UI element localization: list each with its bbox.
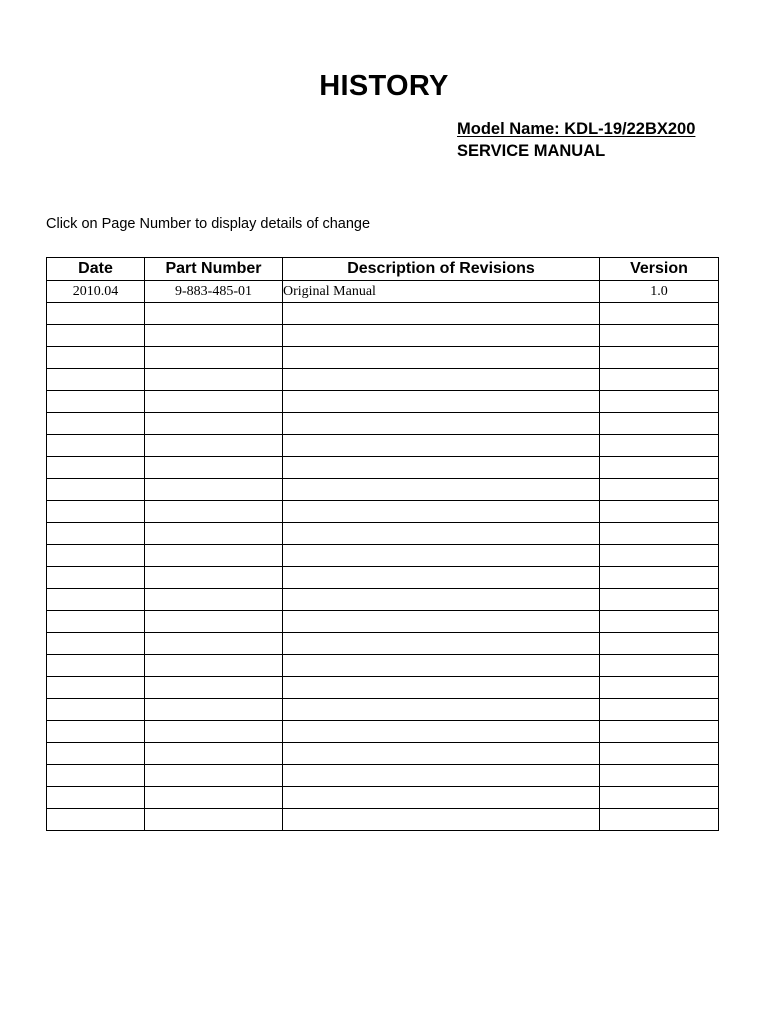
- cell-part-number: [145, 633, 283, 655]
- table-row: [47, 809, 719, 831]
- cell-date: [47, 699, 145, 721]
- cell-date: [47, 721, 145, 743]
- cell-part-number: [145, 457, 283, 479]
- table-row: [47, 457, 719, 479]
- cell-description: [283, 369, 600, 391]
- cell-part-number: [145, 325, 283, 347]
- cell-version: [600, 809, 719, 831]
- table-row: [47, 633, 719, 655]
- cell-version: [600, 347, 719, 369]
- cell-version: 1.0: [600, 281, 719, 303]
- cell-version: [600, 413, 719, 435]
- cell-version: [600, 369, 719, 391]
- cell-date: [47, 545, 145, 567]
- cell-date: [47, 655, 145, 677]
- cell-part-number: [145, 655, 283, 677]
- cell-date: [47, 413, 145, 435]
- table-row: [47, 325, 719, 347]
- cell-part-number: [145, 589, 283, 611]
- table-row: [47, 765, 719, 787]
- table-row: [47, 545, 719, 567]
- cell-description: [283, 721, 600, 743]
- header-version: Version: [600, 258, 719, 281]
- header-description: Description of Revisions: [283, 258, 600, 281]
- cell-part-number: [145, 721, 283, 743]
- table-row: [47, 413, 719, 435]
- cell-description: [283, 325, 600, 347]
- table-row: [47, 611, 719, 633]
- page-title: HISTORY: [319, 70, 449, 102]
- cell-date: [47, 457, 145, 479]
- cell-description: [283, 611, 600, 633]
- revision-history-table: [46, 257, 719, 831]
- cell-description: [283, 457, 600, 479]
- table-row: [47, 479, 719, 501]
- cell-date: [47, 523, 145, 545]
- header-part-number: Part Number: [145, 258, 283, 281]
- cell-date: [47, 743, 145, 765]
- header-date: Date: [47, 258, 145, 281]
- cell-version: [600, 677, 719, 699]
- cell-version: [600, 589, 719, 611]
- cell-description: Original Manual: [283, 281, 600, 303]
- table-row: [47, 743, 719, 765]
- table-row: [47, 721, 719, 743]
- table-row: [47, 281, 719, 303]
- cell-date: [47, 501, 145, 523]
- cell-description: [283, 303, 600, 325]
- cell-description: [283, 655, 600, 677]
- cell-description: [283, 699, 600, 721]
- cell-description: [283, 391, 600, 413]
- cell-part-number: [145, 765, 283, 787]
- cell-description: [283, 501, 600, 523]
- table-row: [47, 391, 719, 413]
- cell-date: [47, 787, 145, 809]
- cell-version: [600, 545, 719, 567]
- cell-description: [283, 523, 600, 545]
- cell-part-number: [145, 567, 283, 589]
- cell-description: [283, 413, 600, 435]
- cell-description: [283, 787, 600, 809]
- cell-description: [283, 567, 600, 589]
- cell-description: [283, 633, 600, 655]
- cell-part-number: [145, 303, 283, 325]
- table-row: [47, 787, 719, 809]
- cell-description: [283, 589, 600, 611]
- cell-version: [600, 721, 719, 743]
- cell-version: [600, 479, 719, 501]
- cell-description: [283, 677, 600, 699]
- table-row: [47, 589, 719, 611]
- cell-part-number: [145, 611, 283, 633]
- cell-part-number: [145, 413, 283, 435]
- cell-description: [283, 347, 600, 369]
- cell-version: [600, 391, 719, 413]
- cell-date: [47, 435, 145, 457]
- cell-part-number: [145, 699, 283, 721]
- cell-part-number: [145, 391, 283, 413]
- table-row: [47, 369, 719, 391]
- table-row: [47, 699, 719, 721]
- table-row: [47, 655, 719, 677]
- cell-part-number: [145, 545, 283, 567]
- table-row: [47, 303, 719, 325]
- cell-description: [283, 435, 600, 457]
- cell-part-number: [145, 347, 283, 369]
- cell-description: [283, 809, 600, 831]
- cell-version: [600, 765, 719, 787]
- cell-version: [600, 303, 719, 325]
- cell-date: [47, 369, 145, 391]
- cell-date: 2010.04: [47, 281, 145, 303]
- table-row: [47, 435, 719, 457]
- cell-version: [600, 457, 719, 479]
- cell-date: [47, 677, 145, 699]
- cell-description: [283, 743, 600, 765]
- cell-version: [600, 611, 719, 633]
- cell-version: [600, 325, 719, 347]
- model-name: Model Name: KDL-19/22BX200: [457, 120, 696, 138]
- cell-date: [47, 809, 145, 831]
- cell-part-number: [145, 809, 283, 831]
- cell-part-number: [145, 787, 283, 809]
- table-row: [47, 501, 719, 523]
- table-row: [47, 523, 719, 545]
- table-header-row: [47, 258, 719, 281]
- cell-date: [47, 765, 145, 787]
- cell-date: [47, 391, 145, 413]
- cell-date: [47, 589, 145, 611]
- table-row: [47, 347, 719, 369]
- cell-version: [600, 435, 719, 457]
- model-info: [457, 118, 695, 162]
- table-row: [47, 677, 719, 699]
- cell-part-number: [145, 743, 283, 765]
- instruction-text: Click on Page Number to display details of change: [46, 216, 371, 232]
- cell-version: [600, 743, 719, 765]
- cell-version: [600, 787, 719, 809]
- cell-description: [283, 479, 600, 501]
- cell-part-number: [145, 369, 283, 391]
- cell-date: [47, 325, 145, 347]
- cell-date: [47, 567, 145, 589]
- cell-date: [47, 611, 145, 633]
- cell-description: [283, 765, 600, 787]
- cell-part-number: [145, 501, 283, 523]
- cell-version: [600, 699, 719, 721]
- table-row: [47, 567, 719, 589]
- manual-type: SERVICE MANUAL: [457, 142, 606, 160]
- cell-version: [600, 523, 719, 545]
- cell-description: [283, 545, 600, 567]
- cell-version: [600, 655, 719, 677]
- cell-part-number: 9-883-485-01: [145, 281, 283, 303]
- cell-version: [600, 501, 719, 523]
- cell-part-number: [145, 479, 283, 501]
- cell-version: [600, 633, 719, 655]
- cell-version: [600, 567, 719, 589]
- table-body: [47, 281, 719, 831]
- cell-date: [47, 303, 145, 325]
- cell-date: [47, 479, 145, 501]
- cell-part-number: [145, 677, 283, 699]
- cell-part-number: [145, 523, 283, 545]
- cell-date: [47, 347, 145, 369]
- cell-date: [47, 633, 145, 655]
- cell-part-number: [145, 435, 283, 457]
